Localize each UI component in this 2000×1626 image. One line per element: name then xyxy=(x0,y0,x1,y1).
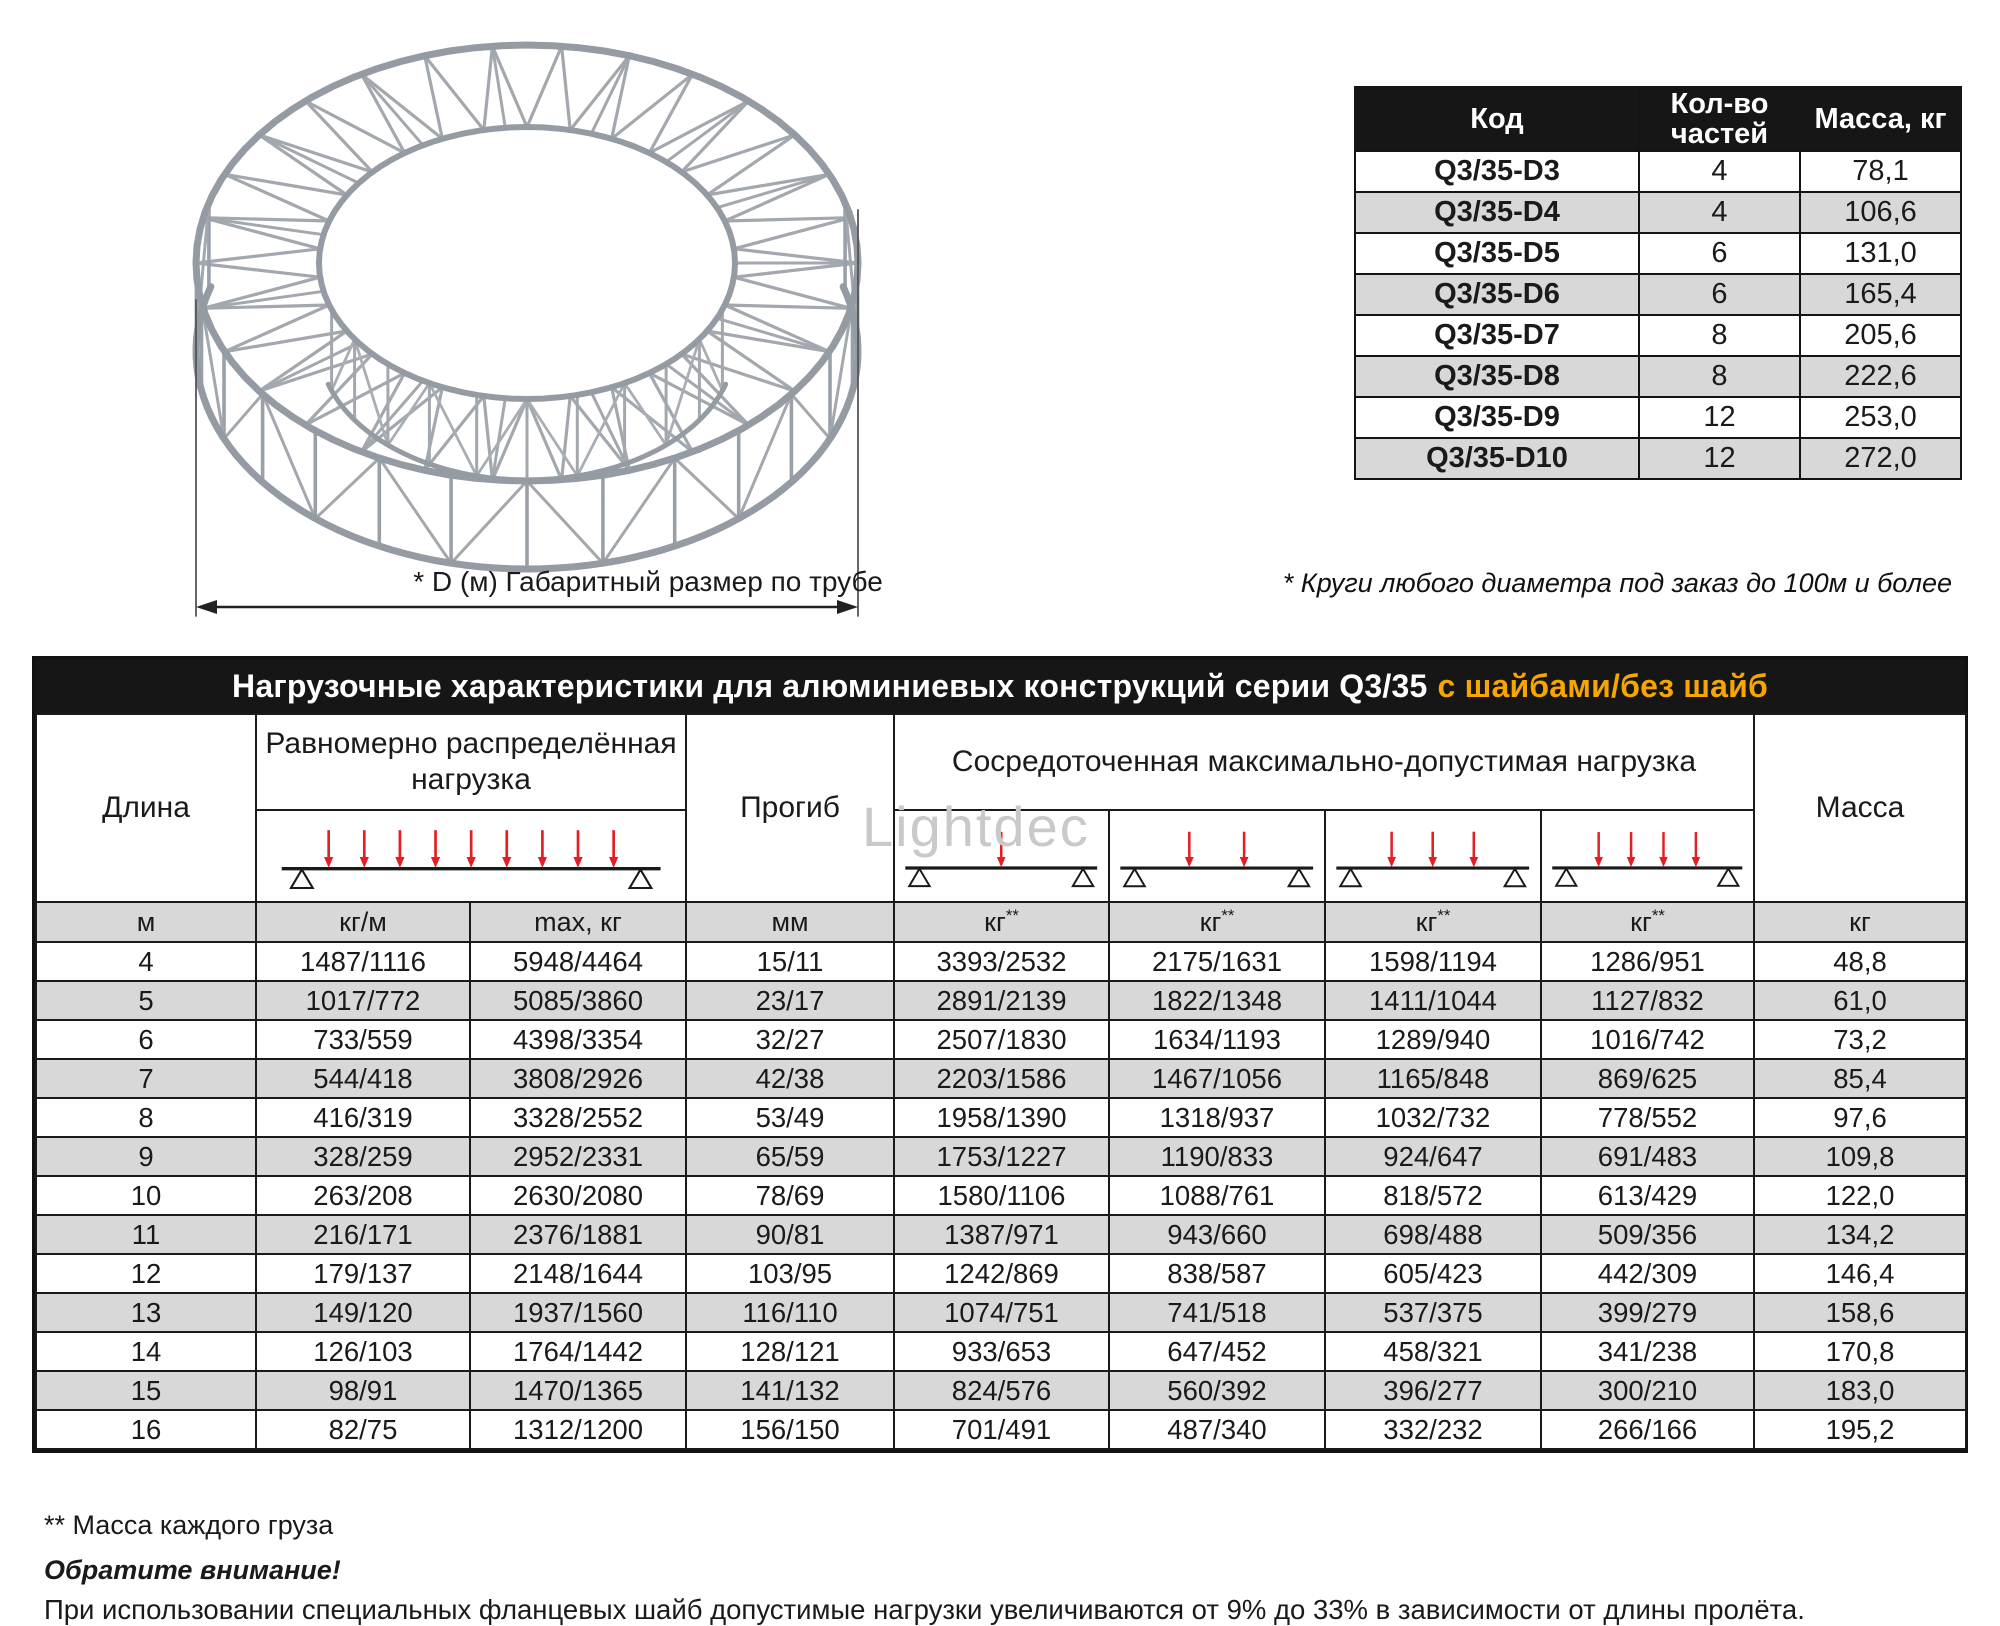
load-value-cell: 733/559 xyxy=(256,1020,470,1059)
load-value-cell: 838/587 xyxy=(1109,1254,1325,1293)
load-value-cell: 158,6 xyxy=(1754,1293,1966,1332)
col-header-concentrated-load: Сосредоточенная максимально-допустимая нагрузка xyxy=(894,714,1754,810)
parts-value-cell: 106,6 xyxy=(1800,192,1961,233)
load-value-cell: 122,0 xyxy=(1754,1176,1966,1215)
load-value-cell: 1822/1348 xyxy=(1109,981,1325,1020)
parts-value-cell: 165,4 xyxy=(1800,274,1961,315)
load-value-cell: 300/210 xyxy=(1541,1371,1754,1410)
col-header-uniform-load: Равномерно распределённая нагрузка xyxy=(256,714,686,810)
load-value-cell: 170,8 xyxy=(1754,1332,1966,1371)
load-value-cell: 1165/848 xyxy=(1325,1059,1541,1098)
load-value-cell: 933/653 xyxy=(894,1332,1109,1371)
load-value-cell: 195,2 xyxy=(1754,1410,1966,1449)
load-value-cell: 11 xyxy=(36,1215,256,1254)
load-value-cell: 82/75 xyxy=(256,1410,470,1449)
load-value-cell: 647/452 xyxy=(1109,1332,1325,1371)
load-value-cell: 61,0 xyxy=(1754,981,1966,1020)
load-value-cell: 128/121 xyxy=(686,1332,894,1371)
parts-value-cell: 8 xyxy=(1639,315,1800,356)
unit-cell: м xyxy=(36,902,256,942)
load-value-cell: 778/552 xyxy=(1541,1098,1754,1137)
load-value-cell: 98/91 xyxy=(256,1371,470,1410)
part-code-cell: Q3/35-D9 xyxy=(1355,397,1639,438)
load-data-row xyxy=(36,1254,1966,1293)
load-value-cell: 924/647 xyxy=(1325,1137,1541,1176)
footnote-mass-of-each-load: ** Масса каждого груза xyxy=(44,1510,334,1540)
load-value-cell: 85,4 xyxy=(1754,1059,1966,1098)
load-value-cell: 13 xyxy=(36,1293,256,1332)
load-value-cell: 544/418 xyxy=(256,1059,470,1098)
parts-table-header-row xyxy=(1355,87,1961,151)
load-value-cell: 103/95 xyxy=(686,1254,894,1293)
col-header-deflection: Прогиб xyxy=(686,714,894,902)
parts-value-cell: 12 xyxy=(1639,438,1800,479)
load-value-cell: 741/518 xyxy=(1109,1293,1325,1332)
load-value-cell: 1764/1442 xyxy=(470,1332,686,1371)
load-value-cell: 5085/3860 xyxy=(470,981,686,1020)
load-value-cell: 90/81 xyxy=(686,1215,894,1254)
parts-value-cell: 4 xyxy=(1639,151,1800,192)
load-table-title-highlight: с шайбами/без шайб xyxy=(1437,668,1768,704)
footnote-attention-body: При использовании специальных фланцевых шайб допустимые нагрузки увеличиваются от 9% до 33% в зависимости от длины пролёта. xyxy=(44,1594,1805,1625)
load-value-cell: 442/309 xyxy=(1541,1254,1754,1293)
load-value-cell: 1286/951 xyxy=(1541,942,1754,981)
parts-header-code: Код xyxy=(1355,87,1639,151)
load-value-cell: 12 xyxy=(36,1254,256,1293)
parts-value-cell: 253,0 xyxy=(1800,397,1961,438)
load-value-cell: 1016/742 xyxy=(1541,1020,1754,1059)
parts-header-mass: Масса, кг xyxy=(1800,87,1961,151)
load-value-cell: 1937/1560 xyxy=(470,1293,686,1332)
parts-value-cell: 131,0 xyxy=(1800,233,1961,274)
load-value-cell: 691/483 xyxy=(1541,1137,1754,1176)
load-value-cell: 1634/1193 xyxy=(1109,1020,1325,1059)
load-value-cell: 1598/1194 xyxy=(1325,942,1541,981)
load-table-title-text: Нагрузочные характеристики для алюминиевых конструкций серии Q3/35 xyxy=(232,668,1428,704)
unit-cell: мм xyxy=(686,902,894,942)
part-code-cell: Q3/35-D8 xyxy=(1355,356,1639,397)
load-value-cell: 134,2 xyxy=(1754,1215,1966,1254)
load-value-cell: 487/340 xyxy=(1109,1410,1325,1449)
parts-table-row xyxy=(1355,192,1961,233)
load-value-cell: 1753/1227 xyxy=(894,1137,1109,1176)
load-value-cell: 5948/4464 xyxy=(470,942,686,981)
concentrated-load-diagram-3 xyxy=(1325,810,1541,902)
load-value-cell: 78/69 xyxy=(686,1176,894,1215)
parts-note: * Круги любого диаметра под заказ до 100м и более xyxy=(1282,568,1952,598)
load-value-cell: 15/11 xyxy=(686,942,894,981)
load-value-cell: 3328/2552 xyxy=(470,1098,686,1137)
load-value-cell: 73,2 xyxy=(1754,1020,1966,1059)
load-value-cell: 48,8 xyxy=(1754,942,1966,981)
load-value-cell: 3393/2532 xyxy=(894,942,1109,981)
load-value-cell: 15 xyxy=(36,1371,256,1410)
parts-table-wrap xyxy=(1354,86,1960,480)
load-value-cell: 1470/1365 xyxy=(470,1371,686,1410)
concentrated-load-diagram-4 xyxy=(1541,810,1754,902)
load-value-cell: 3808/2926 xyxy=(470,1059,686,1098)
load-value-cell: 1958/1390 xyxy=(894,1098,1109,1137)
load-value-cell: 8 xyxy=(36,1098,256,1137)
load-value-cell: 2507/1830 xyxy=(894,1020,1109,1059)
load-value-cell: 42/38 xyxy=(686,1059,894,1098)
load-value-cell: 4 xyxy=(36,942,256,981)
unit-cell: кг** xyxy=(894,902,1109,942)
load-data-row xyxy=(36,1020,1966,1059)
load-value-cell: 179/137 xyxy=(256,1254,470,1293)
unit-cell: кг xyxy=(1754,902,1966,942)
load-table-title xyxy=(35,659,1965,713)
load-value-cell: 1411/1044 xyxy=(1325,981,1541,1020)
parts-table xyxy=(1354,86,1962,480)
parts-value-cell: 78,1 xyxy=(1800,151,1961,192)
parts-value-cell: 6 xyxy=(1639,274,1800,315)
load-value-cell: 10 xyxy=(36,1176,256,1215)
dimension-label: * D (м) Габаритный размер по трубе xyxy=(413,566,883,597)
load-value-cell: 16 xyxy=(36,1410,256,1449)
load-value-cell: 141/132 xyxy=(686,1371,894,1410)
unit-cell: кг** xyxy=(1109,902,1325,942)
part-code-cell: Q3/35-D10 xyxy=(1355,438,1639,479)
parts-value-cell: 272,0 xyxy=(1800,438,1961,479)
load-value-cell: 1017/772 xyxy=(256,981,470,1020)
load-value-cell: 2891/2139 xyxy=(894,981,1109,1020)
parts-value-cell: 205,6 xyxy=(1800,315,1961,356)
parts-table-row xyxy=(1355,438,1961,479)
part-code-cell: Q3/35-D4 xyxy=(1355,192,1639,233)
load-data-row xyxy=(36,981,1966,1020)
load-value-cell: 1190/833 xyxy=(1109,1137,1325,1176)
parts-table-row xyxy=(1355,233,1961,274)
load-value-cell: 1242/869 xyxy=(894,1254,1109,1293)
parts-header-qty: Кол-во частей xyxy=(1639,87,1800,151)
load-value-cell: 2203/1586 xyxy=(894,1059,1109,1098)
load-value-cell: 698/488 xyxy=(1325,1215,1541,1254)
part-code-cell: Q3/35-D6 xyxy=(1355,274,1639,315)
load-value-cell: 1318/937 xyxy=(1109,1098,1325,1137)
load-value-cell: 416/319 xyxy=(256,1098,470,1137)
load-units-row xyxy=(36,902,1966,942)
load-value-cell: 396/277 xyxy=(1325,1371,1541,1410)
load-value-cell: 341/238 xyxy=(1541,1332,1754,1371)
load-value-cell: 23/17 xyxy=(686,981,894,1020)
parts-value-cell: 12 xyxy=(1639,397,1800,438)
parts-value-cell: 6 xyxy=(1639,233,1800,274)
load-value-cell: 149/120 xyxy=(256,1293,470,1332)
col-header-mass: Масса xyxy=(1754,714,1966,902)
part-code-cell: Q3/35-D7 xyxy=(1355,315,1639,356)
load-data-row xyxy=(36,1215,1966,1254)
parts-value-cell: 8 xyxy=(1639,356,1800,397)
parts-table-row xyxy=(1355,151,1961,192)
load-data-row xyxy=(36,1137,1966,1176)
load-value-cell: 1074/751 xyxy=(894,1293,1109,1332)
footnote-attention-title: Обратите внимание! xyxy=(44,1555,341,1585)
parts-table-row xyxy=(1355,397,1961,438)
load-data-row xyxy=(36,1176,1966,1215)
unit-cell: max, кг xyxy=(470,902,686,942)
part-code-cell: Q3/35-D3 xyxy=(1355,151,1639,192)
footnotes xyxy=(44,1510,1954,1626)
unit-cell: кг/м xyxy=(256,902,470,942)
col-header-length: Длина xyxy=(36,714,256,902)
load-value-cell: 126/103 xyxy=(256,1332,470,1371)
load-value-cell: 613/429 xyxy=(1541,1176,1754,1215)
load-value-cell: 869/625 xyxy=(1541,1059,1754,1098)
load-value-cell: 5 xyxy=(36,981,256,1020)
load-data-row xyxy=(36,1371,1966,1410)
load-value-cell: 2630/2080 xyxy=(470,1176,686,1215)
load-value-cell: 7 xyxy=(36,1059,256,1098)
load-value-cell: 216/171 xyxy=(256,1215,470,1254)
load-value-cell: 824/576 xyxy=(894,1371,1109,1410)
load-value-cell: 109,8 xyxy=(1754,1137,1966,1176)
watermark: Lightdec xyxy=(862,795,1090,858)
load-value-cell: 263/208 xyxy=(256,1176,470,1215)
load-data-row xyxy=(36,1059,1966,1098)
parts-value-cell: 222,6 xyxy=(1800,356,1961,397)
unit-cell: кг** xyxy=(1325,902,1541,942)
uniform-load-diagram xyxy=(256,810,686,902)
load-value-cell: 6 xyxy=(36,1020,256,1059)
parts-table-row xyxy=(1355,274,1961,315)
load-value-cell: 1467/1056 xyxy=(1109,1059,1325,1098)
load-value-cell: 1032/732 xyxy=(1325,1098,1541,1137)
load-value-cell: 2376/1881 xyxy=(470,1215,686,1254)
load-value-cell: 2175/1631 xyxy=(1109,942,1325,981)
load-value-cell: 458/321 xyxy=(1325,1332,1541,1371)
load-data-row xyxy=(36,942,1966,981)
load-value-cell: 1312/1200 xyxy=(470,1410,686,1449)
load-value-cell: 14 xyxy=(36,1332,256,1371)
load-value-cell: 509/356 xyxy=(1541,1215,1754,1254)
load-value-cell: 560/392 xyxy=(1109,1371,1325,1410)
load-value-cell: 116/110 xyxy=(686,1293,894,1332)
load-data-row xyxy=(36,1098,1966,1137)
load-value-cell: 537/375 xyxy=(1325,1293,1541,1332)
load-data-row xyxy=(36,1410,1966,1449)
load-value-cell: 97,6 xyxy=(1754,1098,1966,1137)
load-value-cell: 399/279 xyxy=(1541,1293,1754,1332)
parts-value-cell: 4 xyxy=(1639,192,1800,233)
load-value-cell: 605/423 xyxy=(1325,1254,1541,1293)
parts-table-row xyxy=(1355,356,1961,397)
load-value-cell: 818/572 xyxy=(1325,1176,1541,1215)
circular-truss-illustration xyxy=(0,0,1010,640)
load-value-cell: 1127/832 xyxy=(1541,981,1754,1020)
load-value-cell: 1088/761 xyxy=(1109,1176,1325,1215)
load-value-cell: 183,0 xyxy=(1754,1371,1966,1410)
load-value-cell: 1289/940 xyxy=(1325,1020,1541,1059)
load-value-cell: 701/491 xyxy=(894,1410,1109,1449)
load-value-cell: 32/27 xyxy=(686,1020,894,1059)
load-value-cell: 328/259 xyxy=(256,1137,470,1176)
load-value-cell: 1387/971 xyxy=(894,1215,1109,1254)
load-value-cell: 332/232 xyxy=(1325,1410,1541,1449)
load-value-cell: 943/660 xyxy=(1109,1215,1325,1254)
load-data-row xyxy=(36,1293,1966,1332)
part-code-cell: Q3/35-D5 xyxy=(1355,233,1639,274)
load-value-cell: 65/59 xyxy=(686,1137,894,1176)
unit-cell: кг** xyxy=(1541,902,1754,942)
load-value-cell: 146,4 xyxy=(1754,1254,1966,1293)
load-value-cell: 266/166 xyxy=(1541,1410,1754,1449)
load-value-cell: 1487/1116 xyxy=(256,942,470,981)
load-table-wrap xyxy=(32,656,1968,1453)
load-value-cell: 53/49 xyxy=(686,1098,894,1137)
load-value-cell: 4398/3354 xyxy=(470,1020,686,1059)
load-data-row xyxy=(36,1332,1966,1371)
parts-table-row xyxy=(1355,315,1961,356)
load-value-cell: 2952/2331 xyxy=(470,1137,686,1176)
load-value-cell: 2148/1644 xyxy=(470,1254,686,1293)
load-value-cell: 156/150 xyxy=(686,1410,894,1449)
concentrated-load-diagram-2 xyxy=(1109,810,1325,902)
load-value-cell: 9 xyxy=(36,1137,256,1176)
load-value-cell: 1580/1106 xyxy=(894,1176,1109,1215)
